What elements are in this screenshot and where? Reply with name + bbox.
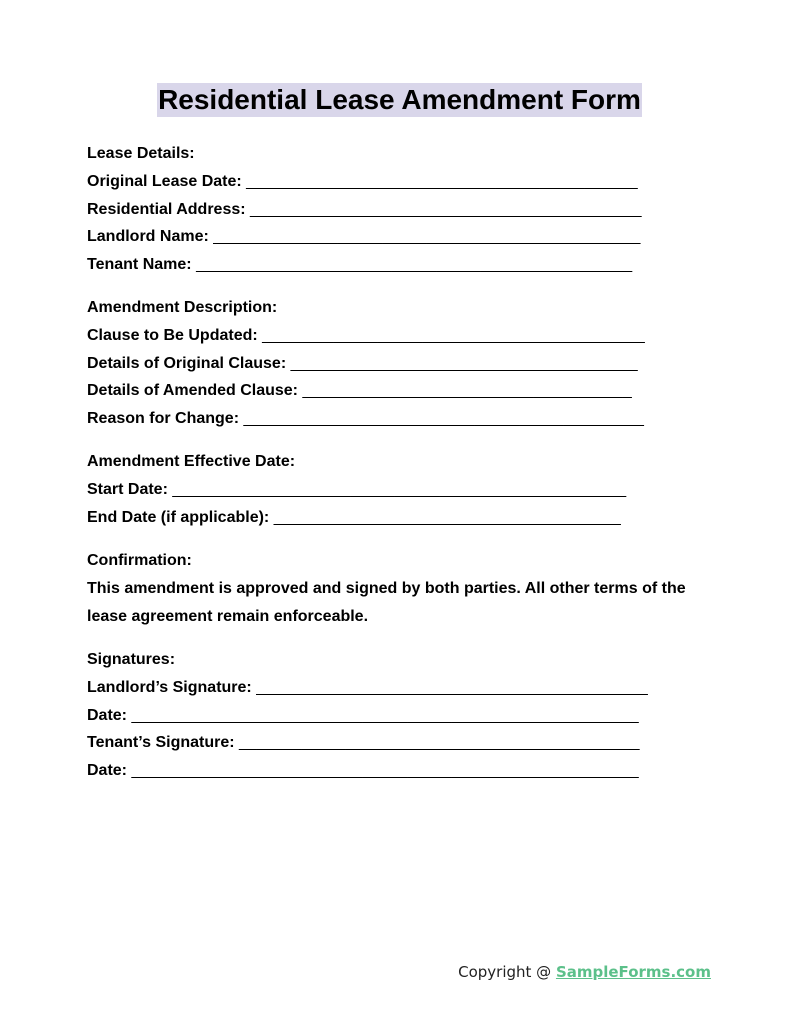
effective-date-heading: Amendment Effective Date:: [87, 453, 296, 470]
amendment-description-section: [87, 294, 717, 432]
landlord-name-field[interactable]: [87, 223, 717, 251]
field-label: Start Date:: [87, 481, 168, 498]
field-label: End Date (if applicable):: [87, 508, 270, 526]
field-label: Landlord Name:: [87, 228, 209, 245]
field-blank[interactable]: ____________________________________________: [250, 200, 642, 218]
field-blank[interactable]: ____________________________________________: [256, 679, 648, 696]
tenant-name-field[interactable]: [87, 251, 717, 279]
landlord-signature-field[interactable]: [87, 674, 717, 702]
clause-to-be-updated-field[interactable]: [87, 322, 717, 350]
field-blank[interactable]: _______________________________________: [273, 508, 621, 526]
field-label: Date:: [87, 706, 128, 724]
lease-details-heading: Lease Details:: [87, 145, 195, 162]
copyright-prefix: Copyright @: [458, 963, 556, 981]
end-date-field[interactable]: [87, 504, 717, 532]
tenant-date-field[interactable]: [87, 757, 717, 785]
amended-clause-details-field[interactable]: [87, 377, 717, 405]
tenant-signature-field[interactable]: [87, 729, 717, 757]
field-blank[interactable]: _________________________________________________________: [131, 706, 639, 724]
confirmation-section: [87, 547, 717, 630]
confirmation-heading: Confirmation:: [87, 552, 192, 569]
sampleforms-link[interactable]: SampleForms.com: [555, 963, 711, 981]
field-blank[interactable]: ___________________________________________________: [172, 481, 627, 498]
start-date-field[interactable]: [87, 476, 717, 504]
signatures-section: [87, 646, 717, 784]
field-blank[interactable]: _________________________________________________________: [131, 761, 639, 779]
original-clause-details-field[interactable]: [87, 350, 717, 378]
field-label: Date:: [87, 761, 128, 779]
field-blank[interactable]: _____________________________________: [302, 382, 632, 399]
page-title: [0, 80, 799, 117]
field-blank[interactable]: _____________________________________________: [243, 409, 644, 427]
lease-details-section: [87, 140, 717, 278]
field-blank[interactable]: _______________________________________: [290, 354, 638, 372]
field-label: Details of Original Clause:: [87, 354, 287, 372]
field-blank[interactable]: ____________________________________________: [246, 173, 638, 190]
field-label: Clause to Be Updated:: [87, 327, 258, 344]
field-blank[interactable]: ___________________________________________: [262, 327, 645, 344]
form-body: [87, 140, 717, 800]
field-blank[interactable]: _____________________________________________: [239, 734, 640, 751]
field-label: Details of Amended Clause:: [87, 382, 299, 399]
field-label: Reason for Change:: [87, 409, 240, 427]
field-label: Tenant’s Signature:: [87, 734, 235, 751]
field-label: Residential Address:: [87, 200, 246, 218]
field-blank[interactable]: _________________________________________________: [196, 255, 633, 273]
amendment-description-heading: Amendment Description:: [87, 299, 278, 316]
signatures-heading: Signatures:: [87, 651, 176, 668]
field-label: Landlord’s Signature:: [87, 679, 252, 696]
reason-for-change-field[interactable]: [87, 405, 717, 433]
effective-date-section: [87, 448, 717, 531]
original-lease-date-field[interactable]: [87, 168, 717, 196]
confirmation-text: This amendment is approved and signed by both parties. All other terms of the lease agreement remain enforceable.: [87, 580, 686, 625]
field-label: Tenant Name:: [87, 255, 192, 273]
page-title-text: Residential Lease Amendment Form: [158, 84, 641, 115]
residential-address-field[interactable]: [87, 196, 717, 224]
field-blank[interactable]: ________________________________________________: [213, 228, 641, 245]
copyright-footer: [458, 962, 711, 982]
field-label: Original Lease Date:: [87, 173, 242, 190]
landlord-date-field[interactable]: [87, 702, 717, 730]
